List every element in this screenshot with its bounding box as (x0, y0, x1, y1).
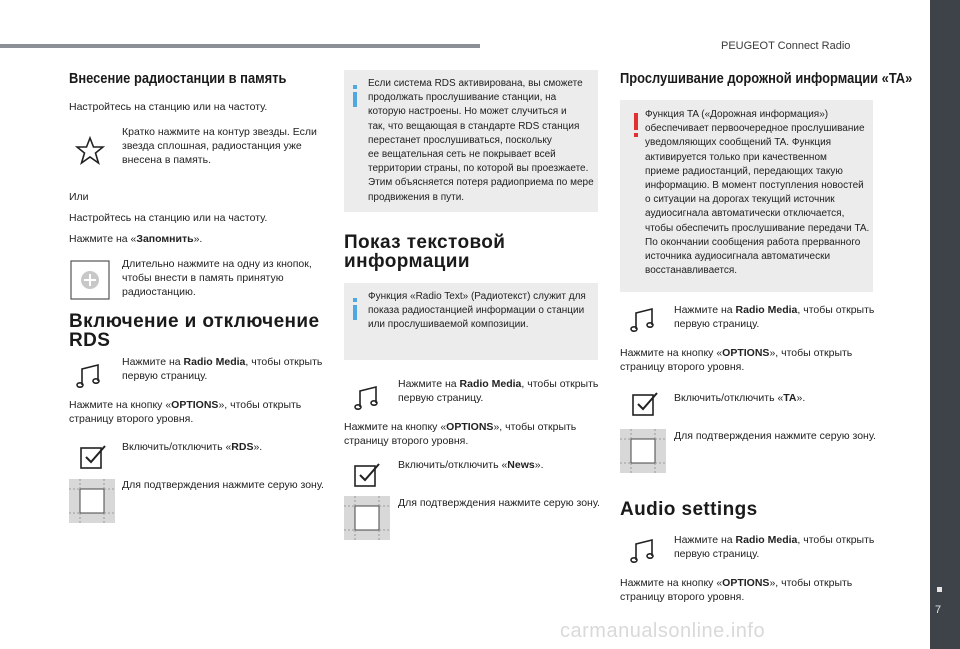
star-text-3: внесена в память. (122, 154, 211, 166)
ta-toggle: Включить/отключить «TA». (674, 392, 806, 404)
rds-confirm: Для подтверждения нажмите серую зону. (122, 479, 324, 491)
page-header: PEUGEOT Connect Radio (721, 40, 851, 52)
music-note-icon (628, 536, 658, 566)
star-text-2: звезда сплошная, радиостанция уже (122, 140, 302, 152)
info-icon (353, 85, 357, 107)
hold-text-3: радиостанцию. (122, 286, 196, 298)
rds-opt-2: страницу второго уровня. (69, 413, 194, 425)
ta-media-1: Нажмите на Radio Media, чтобы открыть (674, 304, 875, 316)
music-note-icon (74, 361, 104, 391)
ta-confirm: Для подтверждения нажмите серую зону. (674, 430, 876, 442)
text-opt-2: страницу второго уровня. (344, 435, 469, 447)
header-rule (0, 44, 480, 48)
checkbox-icon (630, 389, 660, 419)
info-icon (353, 298, 357, 320)
col1-p2: Настройтесь на станцию или на частоту. (69, 212, 268, 224)
rds-opt-1: Нажмите на кнопку «OPTIONS», чтобы открыть (69, 399, 302, 411)
audio-opt-2: страницу второго уровня. (620, 591, 745, 603)
or-text: Или (69, 191, 89, 203)
section-title-audio: Audio settings (620, 499, 758, 520)
section-title-text-2: информации (344, 251, 470, 272)
checkbox-icon (352, 460, 382, 490)
ta-media-2: первую страницу. (674, 318, 760, 330)
section-title-ta: Прослушивание дорожной информации «TA» (620, 70, 913, 87)
hold-text-1: Длительно нажмите на одну из кнопок, (122, 258, 312, 270)
audio-opt-1: Нажмите на кнопку «OPTIONS», чтобы открыть (620, 577, 853, 589)
rds-toggle: Включить/отключить «RDS». (122, 441, 263, 453)
ta-warning-box (620, 100, 873, 292)
checkbox-icon (78, 442, 108, 472)
star-text-1: Кратко нажмите на контур звезды. Если (122, 126, 317, 138)
rds-media-2: первую страницу. (122, 370, 208, 382)
rds-info-text: Если система RDS активирована, вы сможете продолжать прослушивание станции, на которую настроены. Но может случиться и так, что вещающая в стандарте RDS станция перестанет прослушиваться, поскольку ее вещательная сеть не покрывает всей территории страны, по которой вы проезжаете. Этим объясняется потеря радиоприема по мере продвижения в пути. (368, 78, 594, 203)
plus-icon (70, 260, 110, 300)
ta-warning-text: Функция TA («Дорожная информация») обеспечивает первоочередное прослушивание уведомляющих сообщений TA. Функция активируется только при качественном приеме радиостанций, передающих такую информацию. В момент поступления новостей о ситуации на дорогах текущий источник аудиосигнала автоматически отключается, чтобы обеспечить прослушивание передачи TA. По окончании сообщения работа прерванного источника аудиосигнала автоматически восстанавливается. (645, 109, 870, 277)
section-title-store: Внесение радиостанции в память (69, 70, 287, 87)
ta-opt-2: страницу второго уровня. (620, 361, 745, 373)
audio-media-1: Нажмите на Radio Media, чтобы открыть (674, 534, 875, 546)
section-title-rds-2: RDS (69, 330, 111, 351)
text-toggle: Включить/отключить «News». (398, 459, 544, 471)
page-number: 7 (935, 604, 942, 616)
star-icon (75, 136, 105, 166)
text-media-1: Нажмите на Radio Media, чтобы открыть (398, 378, 599, 390)
section-title-rds-1: Включение и отключение (69, 311, 320, 332)
rds-media-1: Нажмите на Radio Media, чтобы открыть (122, 356, 323, 368)
page-marker (937, 587, 942, 592)
col1-p1: Настройтесь на станцию или на частоту. (69, 101, 268, 113)
grey-zone-icon (344, 496, 390, 540)
hold-text-2: чтобы внести в память принятую (122, 272, 284, 284)
warning-icon (634, 113, 639, 139)
text-opt-1: Нажмите на кнопку «OPTIONS», чтобы открыть (344, 421, 577, 433)
text-confirm: Для подтверждения нажмите серую зону. (398, 497, 600, 509)
section-title-text-1: Показ текстовой (344, 232, 506, 253)
radiotext-info-text: Функция «Radio Text» (Радиотекст) служит для показа радиостанцией информации о станции или прослушиваемой композиции. (368, 291, 586, 331)
watermark: carmanualsonline.info (560, 620, 766, 642)
sidebar-band (930, 0, 960, 649)
music-note-icon (628, 305, 658, 335)
grey-zone-icon (620, 429, 666, 473)
music-note-icon (352, 383, 382, 413)
grey-zone-icon (69, 479, 115, 523)
rds-info-box (344, 70, 598, 212)
audio-media-2: первую страницу. (674, 548, 760, 560)
text-media-2: первую страницу. (398, 392, 484, 404)
ta-opt-1: Нажмите на кнопку «OPTIONS», чтобы открыть (620, 347, 853, 359)
col1-p3: Нажмите на «Запомнить». (69, 233, 203, 245)
radiotext-info-box (344, 283, 598, 360)
